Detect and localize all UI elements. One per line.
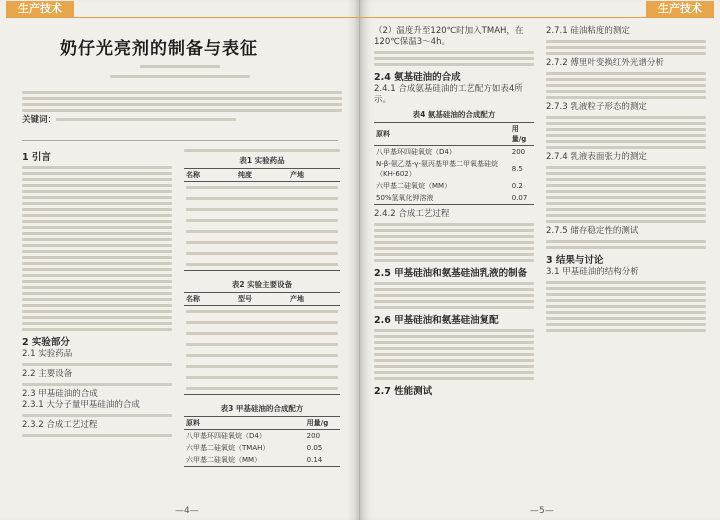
ir-heading: 2.7.2 傅里叶变换红外光谱分析	[546, 58, 664, 68]
article-title: 奶仔光亮剂的制备与表征	[60, 39, 258, 59]
abstract	[22, 88, 342, 126]
table4-cell: 八甲基环四硅氧烷（D4）	[376, 148, 456, 156]
table-row	[184, 215, 340, 226]
table-row	[184, 317, 340, 328]
table1	[184, 168, 340, 271]
table-row	[184, 306, 340, 318]
table4-cell: N-β-氨乙基-γ-氨丙基甲基二甲氧基硅烷（KH-602）	[376, 160, 498, 178]
table-row	[184, 442, 340, 454]
page-number: —5—	[530, 506, 554, 516]
running-head-label: 生产技术	[6, 1, 74, 17]
storage-heading: 2.7.5 储存稳定性的测试	[546, 226, 639, 236]
table-row	[184, 226, 340, 237]
synthesis-sub2-heading: 2.3.2 合成工艺过程	[22, 420, 98, 430]
table-row	[374, 192, 534, 205]
emulsion-heading: 2.5 甲基硅油和氨基硅油乳液的制备	[374, 268, 528, 279]
process-sub-heading: 2.4.2 合成工艺过程	[374, 209, 450, 219]
keywords-label: 关键词：	[22, 115, 57, 125]
table-row	[184, 430, 340, 443]
synthesis-sub-heading: 2.3.1 大分子量甲基硅油的合成	[22, 400, 140, 410]
table1-caption: 表1 实验药品	[239, 156, 285, 165]
table1-header: 名称	[186, 171, 200, 179]
running-head	[646, 0, 714, 18]
running-head	[6, 0, 74, 18]
table-row	[184, 339, 340, 350]
table1-header: 纯度	[238, 171, 252, 179]
table2-header: 产地	[290, 295, 304, 303]
table4-cell: 200	[511, 148, 526, 156]
left-column-2	[184, 146, 340, 467]
table-row	[184, 383, 340, 395]
top-fragment: （2）温度升至120℃时加入TMAH，在120℃保温3～4h。	[374, 26, 524, 47]
equipment-heading: 2.2 主要设备	[22, 369, 73, 379]
right-column-1	[374, 26, 534, 398]
table3-cell: 0.05	[306, 444, 323, 452]
intro-heading: 1 引言	[22, 152, 51, 163]
table-row	[184, 328, 340, 339]
polish-heading: 2.6 甲基硅油和氨基硅油复配	[374, 315, 499, 326]
page-number: —4—	[175, 506, 199, 516]
amino-heading: 2.4 氨基硅油的合成	[374, 72, 461, 83]
experiment-heading: 2 实验部分	[22, 337, 70, 348]
table-row	[374, 146, 534, 159]
table3-cell: 六甲基二硅氧烷（MM）	[186, 456, 262, 464]
amino-sub-heading: 2.4.1 合成氨基硅油的工艺配方如表4所示。	[374, 84, 523, 105]
table-row	[184, 248, 340, 259]
table2-header: 名称	[186, 295, 200, 303]
intro-body	[22, 166, 172, 331]
table3-header: 原料	[186, 419, 200, 427]
right-page	[360, 0, 720, 520]
table3	[184, 416, 340, 467]
running-head-rule	[6, 17, 359, 18]
table2-caption: 表2 实验主要设备	[231, 280, 293, 289]
synthesis-heading: 2.3 甲基硅油的合成	[22, 389, 98, 399]
table-row	[184, 237, 340, 248]
table-row	[184, 361, 340, 372]
zeta-heading: 2.7.4 乳液表面张力的测定	[546, 152, 647, 162]
table-row	[184, 182, 340, 194]
table-row	[184, 454, 340, 467]
table3-header: 用量/g	[306, 419, 329, 427]
table3-cell: 六甲基二硅氧烷（TMAH）	[186, 444, 270, 452]
table4-header: 原料	[376, 130, 390, 138]
table4-header: 用量/g	[511, 125, 527, 143]
left-column-1	[22, 146, 172, 440]
viscosity-heading: 2.7.1 硅油粘度的测定	[546, 26, 630, 36]
author-line	[140, 62, 220, 71]
results-heading: 3 结果与讨论	[546, 255, 604, 266]
table4-cell: 六甲基二硅氧烷（MM）	[376, 182, 452, 190]
table3-caption: 表3 甲基硅油的合成配方	[220, 404, 304, 413]
affiliation-line	[110, 72, 250, 81]
table-row	[374, 180, 534, 192]
table4-cell: 50%氢氧化钾溶液	[376, 194, 434, 202]
reagents-heading: 2.1 实验药品	[22, 349, 73, 359]
table3-cell: 200	[306, 432, 321, 440]
abstract-rule	[22, 140, 338, 141]
table-row	[184, 259, 340, 271]
table-row	[184, 350, 340, 361]
table-row	[374, 158, 534, 180]
table2	[184, 292, 340, 395]
running-head-label: 生产技术	[646, 1, 714, 17]
right-column-2	[546, 26, 706, 335]
characterization-heading: 2.7 性能测试	[374, 386, 433, 397]
table4-cell: 0.2	[511, 182, 523, 190]
table3-cell: 八甲基环四硅氧烷（D4）	[186, 432, 266, 440]
table3-cell: 0.14	[306, 456, 323, 464]
table-row	[184, 193, 340, 204]
table4-caption: 表4 氨基硅油的合成配方	[412, 110, 496, 119]
table4-cell: 8.5	[511, 165, 523, 173]
ir-results-heading: 3.1 甲基硅油的结构分析	[546, 267, 639, 277]
table2-header: 型号	[238, 295, 252, 303]
table4	[374, 122, 534, 205]
table1-header: 产地	[290, 171, 304, 179]
particle-heading: 2.7.3 乳液粒子形态的测定	[546, 102, 647, 112]
table4-cell: 0.07	[511, 194, 528, 202]
table-row	[184, 372, 340, 383]
table-row	[184, 204, 340, 215]
